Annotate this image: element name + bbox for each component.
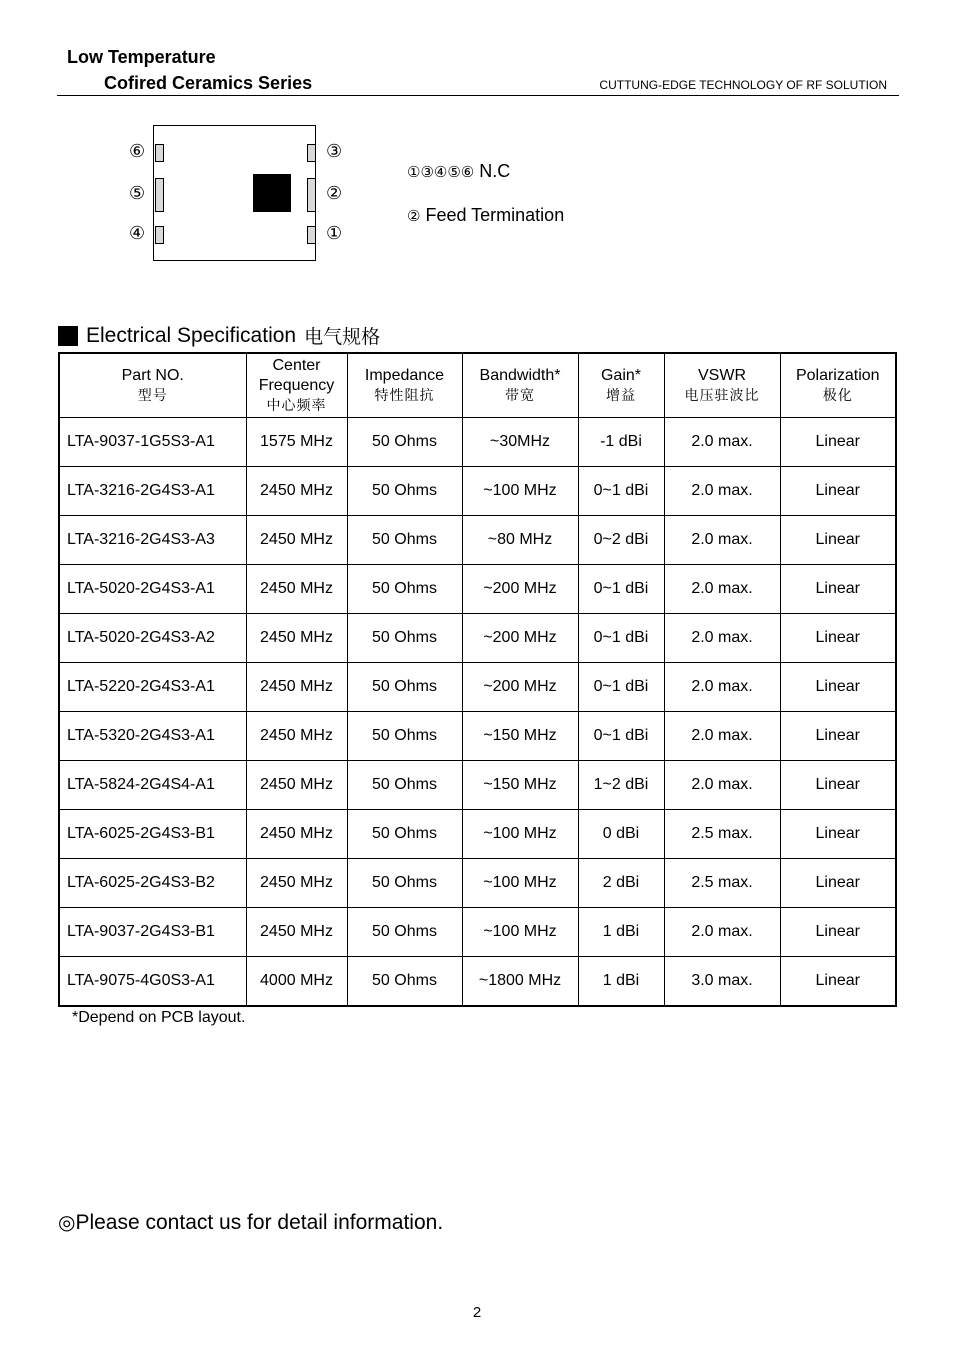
cell-center-frequency: 2450 MHz	[246, 712, 347, 761]
cell-center-frequency: 2450 MHz	[246, 859, 347, 908]
cell-bandwidth: ~80 MHz	[462, 516, 578, 565]
cell-bandwidth: ~150 MHz	[462, 712, 578, 761]
header-divider	[57, 95, 899, 96]
cell-gain: 0~1 dBi	[578, 614, 664, 663]
cell-part-number: LTA-3216-2G4S3-A3	[59, 516, 246, 565]
cell-impedance: 50 Ohms	[347, 810, 462, 859]
cell-vswr: 2.0 max.	[664, 712, 780, 761]
legend-text: Feed Termination	[420, 205, 565, 225]
col-header-gain: Gain* 增益	[578, 353, 664, 418]
cell-vswr: 2.5 max.	[664, 810, 780, 859]
cell-part-number: LTA-3216-2G4S3-A1	[59, 467, 246, 516]
cell-bandwidth: ~100 MHz	[462, 908, 578, 957]
section-title-cn: 电气规格	[304, 326, 381, 348]
cell-vswr: 2.0 max.	[664, 565, 780, 614]
pad-2	[307, 178, 316, 212]
cell-bandwidth: ~200 MHz	[462, 614, 578, 663]
col-header-polarization: Polarization 极化	[780, 353, 896, 418]
cell-impedance: 50 Ohms	[347, 957, 462, 1007]
cell-impedance: 50 Ohms	[347, 712, 462, 761]
section-title	[58, 322, 380, 349]
cell-impedance: 50 Ohms	[347, 565, 462, 614]
col-header-frequency: Center Frequency 中心频率	[246, 353, 347, 418]
pad-3	[307, 144, 316, 162]
cell-bandwidth: ~150 MHz	[462, 761, 578, 810]
table-row	[59, 712, 896, 761]
pad-5	[155, 178, 164, 212]
cell-vswr: 2.5 max.	[664, 859, 780, 908]
cell-vswr: 2.0 max.	[664, 761, 780, 810]
cell-vswr: 2.0 max.	[664, 418, 780, 467]
table-row	[59, 810, 896, 859]
legend-symbols: ②	[407, 207, 421, 225]
cell-bandwidth: ~100 MHz	[462, 859, 578, 908]
pin-legend-feed	[407, 205, 564, 226]
pin-label-3: ③	[326, 141, 343, 162]
cell-bandwidth: ~200 MHz	[462, 565, 578, 614]
table-row	[59, 761, 896, 810]
cell-polarization: Linear	[780, 957, 896, 1007]
cell-part-number: LTA-6025-2G4S3-B2	[59, 859, 246, 908]
table-row	[59, 418, 896, 467]
cell-impedance: 50 Ohms	[347, 467, 462, 516]
cell-bandwidth: ~100 MHz	[462, 467, 578, 516]
black-square-icon	[58, 326, 78, 346]
cell-bandwidth: ~1800 MHz	[462, 957, 578, 1007]
package-outline	[153, 125, 316, 261]
cell-center-frequency: 2450 MHz	[246, 565, 347, 614]
cell-polarization: Linear	[780, 614, 896, 663]
cell-part-number: LTA-5020-2G4S3-A2	[59, 614, 246, 663]
cell-center-frequency: 2450 MHz	[246, 467, 347, 516]
cell-polarization: Linear	[780, 565, 896, 614]
cell-part-number: LTA-6025-2G4S3-B1	[59, 810, 246, 859]
cell-gain: 0~1 dBi	[578, 565, 664, 614]
cell-gain: 1 dBi	[578, 957, 664, 1007]
cell-vswr: 2.0 max.	[664, 908, 780, 957]
contact-text: Please contact us for detail information.	[75, 1211, 444, 1234]
page-number: 2	[472, 1304, 482, 1321]
header-tagline: CUTTUNG-EDGE TECHNOLOGY OF RF SOLUTION	[599, 78, 887, 92]
cell-polarization: Linear	[780, 908, 896, 957]
pin-label-6: ⑥	[129, 141, 146, 162]
cell-impedance: 50 Ohms	[347, 418, 462, 467]
cell-bandwidth: ~100 MHz	[462, 810, 578, 859]
contact-note	[58, 1210, 443, 1235]
pin-label-5: ⑤	[129, 183, 146, 204]
cell-center-frequency: 2450 MHz	[246, 516, 347, 565]
double-circle-icon: ◎	[58, 1210, 76, 1234]
cell-part-number: LTA-5020-2G4S3-A1	[59, 565, 246, 614]
cell-center-frequency: 2450 MHz	[246, 761, 347, 810]
cell-impedance: 50 Ohms	[347, 908, 462, 957]
legend-symbols: ①③④⑤⑥	[407, 163, 475, 181]
feed-block	[253, 174, 291, 212]
cell-part-number: LTA-9075-4G0S3-A1	[59, 957, 246, 1007]
cell-impedance: 50 Ohms	[347, 663, 462, 712]
pad-4	[155, 226, 164, 244]
table-row	[59, 957, 896, 1007]
cell-center-frequency: 2450 MHz	[246, 810, 347, 859]
cell-center-frequency: 4000 MHz	[246, 957, 347, 1007]
col-header-bandwidth: Bandwidth* 带宽	[462, 353, 578, 418]
table-row	[59, 467, 896, 516]
header-title-line1: Low Temperature	[67, 47, 216, 67]
spec-table	[58, 352, 897, 1007]
cell-center-frequency: 2450 MHz	[246, 614, 347, 663]
cell-bandwidth: ~30MHz	[462, 418, 578, 467]
cell-polarization: Linear	[780, 663, 896, 712]
cell-gain: 0 dBi	[578, 810, 664, 859]
cell-gain: 0~1 dBi	[578, 663, 664, 712]
cell-impedance: 50 Ohms	[347, 859, 462, 908]
cell-center-frequency: 2450 MHz	[246, 908, 347, 957]
table-row	[59, 908, 896, 957]
cell-gain: -1 dBi	[578, 418, 664, 467]
cell-impedance: 50 Ohms	[347, 614, 462, 663]
cell-center-frequency: 2450 MHz	[246, 663, 347, 712]
cell-polarization: Linear	[780, 712, 896, 761]
cell-polarization: Linear	[780, 761, 896, 810]
cell-gain: 1~2 dBi	[578, 761, 664, 810]
cell-center-frequency: 1575 MHz	[246, 418, 347, 467]
cell-bandwidth: ~200 MHz	[462, 663, 578, 712]
cell-vswr: 2.0 max.	[664, 516, 780, 565]
cell-polarization: Linear	[780, 810, 896, 859]
table-row	[59, 663, 896, 712]
table-row	[59, 565, 896, 614]
section-title-en: Electrical Specification	[86, 323, 297, 347]
cell-vswr: 2.0 max.	[664, 614, 780, 663]
cell-impedance: 50 Ohms	[347, 516, 462, 565]
cell-impedance: 50 Ohms	[347, 761, 462, 810]
pad-1	[307, 226, 316, 244]
pin-label-4: ④	[129, 223, 146, 244]
pin-legend-nc	[407, 161, 510, 182]
cell-gain: 2 dBi	[578, 859, 664, 908]
pin-label-2: ②	[326, 183, 343, 204]
col-header-part: Part NO. 型号	[59, 353, 246, 418]
cell-polarization: Linear	[780, 859, 896, 908]
pad-6	[155, 144, 164, 162]
cell-part-number: LTA-5824-2G4S4-A1	[59, 761, 246, 810]
col-header-vswr: VSWR 电压驻波比	[664, 353, 780, 418]
footnote: *Depend on PCB layout.	[72, 1009, 246, 1026]
cell-gain: 0~1 dBi	[578, 712, 664, 761]
cell-gain: 0~2 dBi	[578, 516, 664, 565]
cell-polarization: Linear	[780, 516, 896, 565]
header-title-line2: Cofired Ceramics Series	[104, 73, 313, 93]
cell-gain: 1 dBi	[578, 908, 664, 957]
cell-polarization: Linear	[780, 418, 896, 467]
cell-polarization: Linear	[780, 467, 896, 516]
cell-vswr: 2.0 max.	[664, 467, 780, 516]
cell-gain: 0~1 dBi	[578, 467, 664, 516]
table-row	[59, 516, 896, 565]
legend-text: N.C	[474, 161, 511, 181]
cell-part-number: LTA-5220-2G4S3-A1	[59, 663, 246, 712]
cell-vswr: 3.0 max.	[664, 957, 780, 1007]
table-row	[59, 859, 896, 908]
cell-part-number: LTA-9037-1G5S3-A1	[59, 418, 246, 467]
cell-vswr: 2.0 max.	[664, 663, 780, 712]
col-header-impedance: Impedance 特性阻抗	[347, 353, 462, 418]
pin-label-1: ①	[326, 223, 343, 244]
cell-part-number: LTA-5320-2G4S3-A1	[59, 712, 246, 761]
table-row	[59, 614, 896, 663]
cell-part-number: LTA-9037-2G4S3-B1	[59, 908, 246, 957]
table-header-row	[59, 353, 896, 418]
